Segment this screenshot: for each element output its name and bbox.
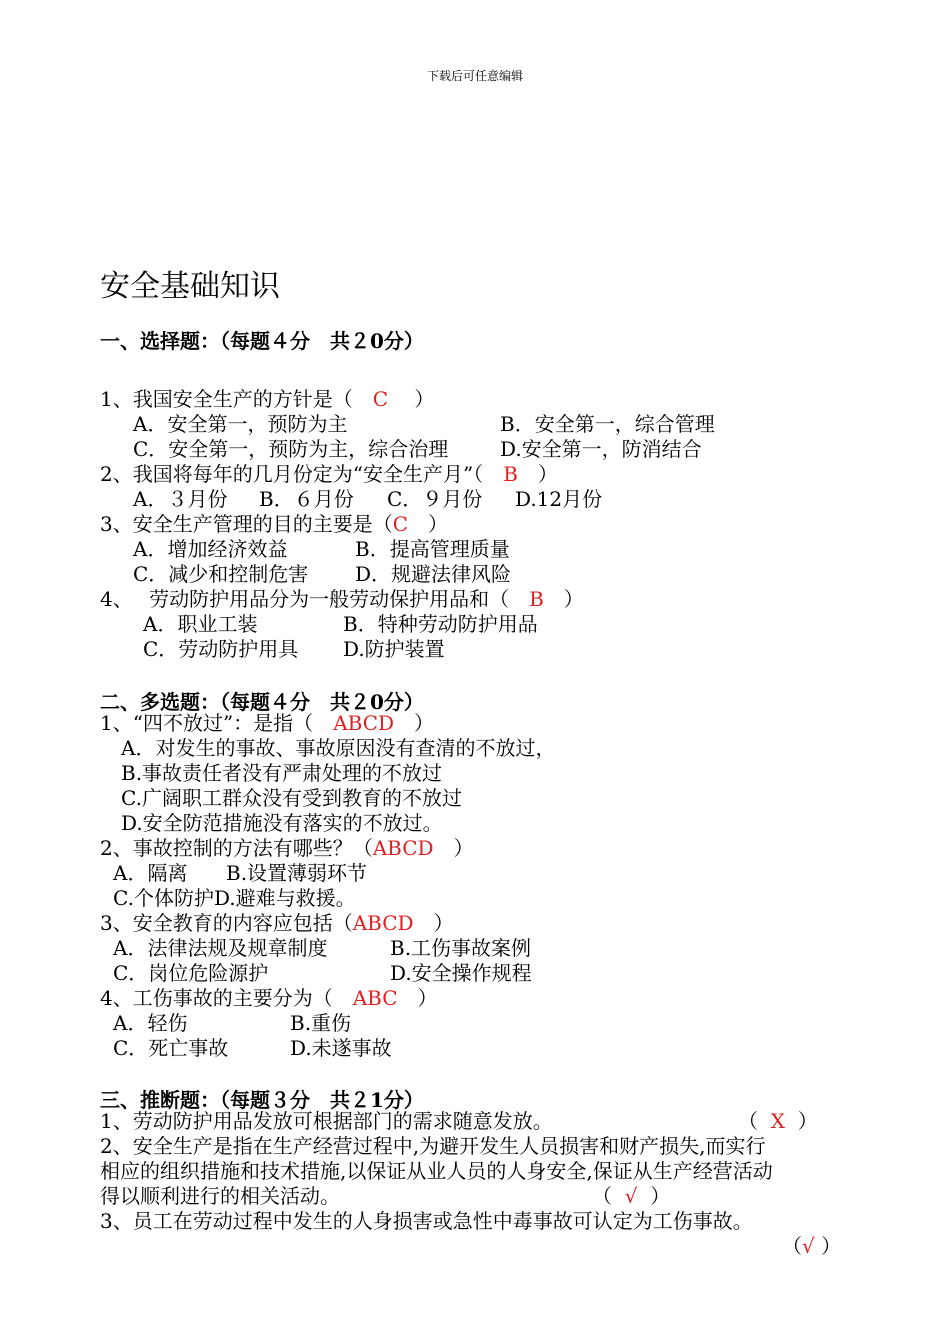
question-bracket: ） (517, 462, 558, 486)
option-line (133, 537, 510, 562)
option-d: D.12月份 (515, 487, 603, 511)
question-bracket: ） (543, 587, 584, 611)
option-a: A．对发生的事故、事故原因没有查清的不放过， (121, 736, 556, 760)
bracket-close: ） (821, 1234, 842, 1258)
bracket-open: （ (782, 1234, 802, 1258)
answer-mark: ABCD (352, 911, 414, 935)
option-b: B.事故责任者没有严肃处理的不放过 (121, 761, 443, 785)
option-line (500, 412, 715, 437)
question-text: 4、 劳动防护用品分为一般劳动保护用品和（ (100, 587, 530, 611)
question-text: 2、我国将每年的几月份定为“安全生产月”（ (100, 462, 504, 486)
option-d: D.防护装置 (343, 637, 445, 661)
option-c: C．减少和控制危害 (133, 562, 309, 586)
question-bracket: ） (408, 512, 449, 536)
option-a: A．增加经济效益 (133, 537, 288, 561)
option-b: B.工伤事故案例 (390, 936, 532, 960)
option-b: B．提高管理质量 (355, 537, 510, 561)
answer-bracket (782, 1234, 841, 1259)
bracket-close: ） (650, 1184, 671, 1208)
option-d: D.安全第一，防消结合 (500, 437, 702, 461)
option-d: D．规避法律风险 (355, 562, 512, 586)
option-line (133, 412, 347, 437)
header-note: 下载后可任意编辑 (426, 69, 523, 83)
option-line (133, 562, 511, 587)
option-b: B．安全第一，综合管理 (500, 412, 715, 436)
section-heading-multi: 二、多选题：（每题４分 共２0分） (100, 690, 424, 714)
question-3-2-line-1: 2、安全生产是指在生产经营过程中,为避开发生人员损害和财产损失,而实行 (100, 1134, 766, 1158)
option-a: A．３月份 (133, 487, 228, 511)
option-c: C.个体防护 (113, 886, 214, 910)
answer-mark: √ (624, 1184, 638, 1208)
answer-mark: ABC (352, 986, 398, 1010)
option-a: A．隔离 (113, 861, 188, 885)
question-1-2 (100, 462, 558, 487)
option-c: C．安全第一，预防为主，综合治理 (133, 437, 449, 461)
question-text: 4、工伤事故的主要分为（ (100, 986, 353, 1010)
question-bracket: ） (397, 986, 438, 1010)
question-1-1 (100, 387, 434, 412)
option-line (113, 936, 531, 961)
option-d: D.避难与救援。 (213, 886, 356, 910)
document-title: 安全基础知识 (100, 269, 280, 304)
option-line (500, 437, 702, 462)
option-c: C．岗位危险源护 (113, 961, 269, 985)
question-text: 1、我国安全生产的方针是（ (100, 387, 373, 411)
option-d: D.未遂事故 (290, 1036, 392, 1060)
option-d: D.安全操作规程 (390, 961, 532, 985)
answer-mark: C (372, 387, 389, 411)
question-1-3 (100, 512, 448, 537)
question-bracket: ） (394, 711, 435, 735)
answer-mark: √ (802, 1234, 815, 1258)
option-line (113, 961, 532, 986)
option-c: C．死亡事故 (113, 1036, 229, 1060)
question-2-4 (100, 986, 438, 1011)
option-line (113, 1036, 392, 1061)
option-b: B．特种劳动防护用品 (343, 612, 538, 636)
answer-mark: X (770, 1109, 785, 1133)
question-text: 3、安全教育的内容应包括（ (100, 911, 353, 935)
option-c: C．劳动防护用具 (143, 637, 299, 661)
question-3-2-line-3: 得以顺利进行的相关活动。 (100, 1184, 340, 1208)
bracket-open: （ (592, 1184, 612, 1208)
question-2-2 (100, 836, 474, 861)
section-heading-choice: 一、选择题：（每题４分 共２0分） (100, 329, 424, 353)
option-c: C．９月份 (387, 487, 483, 511)
option-d: D.安全防范措施没有落实的不放过。 (121, 811, 443, 835)
option-line (113, 886, 356, 911)
question-2-1 (100, 711, 434, 736)
option-a: A．职业工装 (143, 612, 258, 636)
answer-mark: B (529, 587, 544, 611)
option-a: A．安全第一，预防为主 (133, 412, 348, 436)
question-bracket: ） (388, 387, 435, 411)
section-heading-judgement: 三、推断题：（每题３分 共２1分） (100, 1088, 424, 1112)
question-bracket: ） (413, 911, 454, 935)
option-b: B．６月份 (259, 487, 354, 511)
option-line (113, 861, 367, 886)
answer-mark: ABCD (333, 711, 395, 735)
question-3-1: 1、劳动防护用品发放可根据部门的需求随意发放。 (100, 1109, 553, 1133)
question-bracket: ） (433, 836, 474, 860)
option-b: B.重伤 (290, 1011, 352, 1035)
question-2-3 (100, 911, 454, 936)
question-text: 3、安全生产管理的目的主要是（ (100, 512, 393, 536)
answer-mark: ABCD (372, 836, 434, 860)
answer-bracket (592, 1184, 670, 1209)
question-text: 2、事故控制的方法有哪些？（ (100, 836, 373, 860)
option-a: A．轻伤 (113, 1011, 188, 1035)
bracket-close: ） (797, 1109, 818, 1133)
option-line (133, 487, 602, 512)
answer-mark: C (392, 512, 409, 536)
answer-bracket (738, 1109, 818, 1134)
option-a: A．法律法规及规章制度 (113, 936, 328, 960)
question-1-4 (100, 587, 584, 612)
question-text: 1、“四不放过”：是指（ (100, 711, 334, 735)
option-line (143, 637, 445, 662)
question-3-3: 3、员工在劳动过程中发生的人身损害或急性中毒事故可认定为工伤事故。 (100, 1209, 753, 1233)
option-line (143, 612, 538, 637)
bracket-open: （ (738, 1109, 758, 1133)
question-3-2-line-2: 相应的组织措施和技术措施,以保证从业人员的人身安全,保证从生产经营活动 (100, 1159, 773, 1183)
option-c: C.广阔职工群众没有受到教育的不放过 (121, 786, 462, 810)
option-line (133, 437, 448, 462)
option-b: B.设置薄弱环节 (226, 861, 368, 885)
answer-mark: B (503, 462, 518, 486)
option-line (113, 1011, 351, 1036)
